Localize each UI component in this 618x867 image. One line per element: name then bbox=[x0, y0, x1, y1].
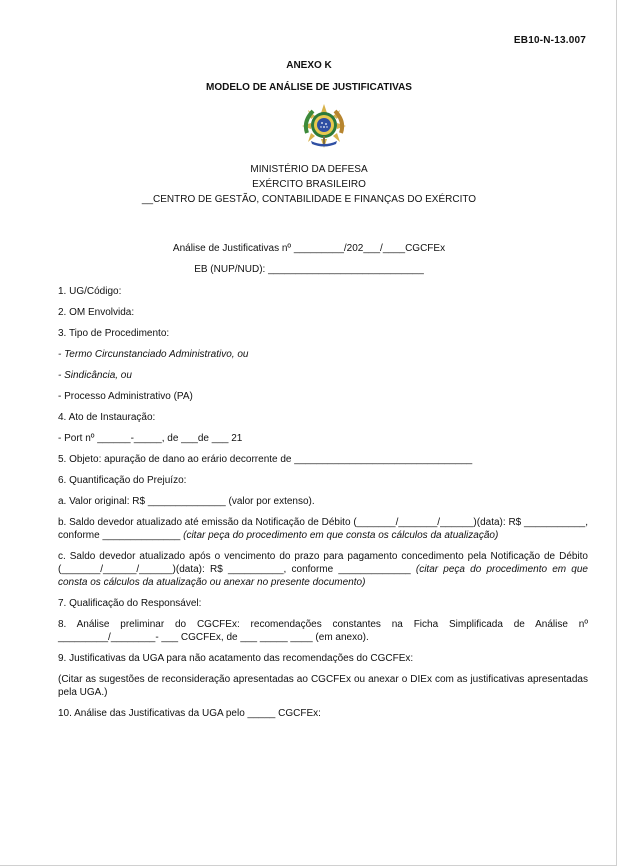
document-code: EB10-N-13.007 bbox=[513, 35, 586, 46]
procedure-option-sindicancia: - Sindicância, ou bbox=[58, 370, 132, 381]
item-act: 4. Ato de Instauração: bbox=[58, 412, 156, 423]
brazil-coat-of-arms-icon bbox=[299, 103, 349, 149]
model-title: MODELO DE ANÁLISE DE JUSTIFICATIVAS bbox=[206, 82, 412, 93]
item-justifications: 9. Justificativas da UGA para não acatamento das recomendações do CGCFEx: bbox=[58, 653, 414, 664]
balance-after-deadline-text: c. Saldo devedor atualizado após o vencimento do prazo para pagamento concedimento pela Notificação de Débito (_______/______/______)(data): R$ __________, conforme _____________ bbox=[58, 551, 588, 575]
item-port: - Port nº ______-_____, de ___de ___ 21 bbox=[58, 433, 243, 444]
balance-after-deadline-note: (citar peça do procedimento em que consta os cálculos da atualização ou anexar no presente documento) bbox=[58, 564, 588, 588]
item-balance-notification bbox=[58, 516, 588, 542]
eb-nup-line: EB (NUP/NUD): ____________________________ bbox=[194, 264, 424, 275]
item-original-value: a. Valor original: R$ ______________ (valor por extenso). bbox=[58, 496, 315, 507]
ministry-line: MINISTÉRIO DA DEFESA bbox=[250, 164, 368, 175]
balance-notification-text: b. Saldo devedor atualizado até emissão da Notificação de Débito (_______/_______/______)(data): R$ ___________, conforme ______________ bbox=[58, 517, 588, 541]
item-object: 5. Objeto: apuração de dano ao erário decorrente de ________________________________ bbox=[58, 454, 473, 465]
balance-notification-note: (citar peça do procedimento em que consta os cálculos da atualização) bbox=[183, 530, 499, 541]
justifications-note: (Citar as sugestões de reconsideração apresentadas ao CGCFEx ou anexar o DIEx com as justificativas apresentadas pela UGA.) bbox=[58, 674, 588, 698]
form-body bbox=[58, 285, 588, 728]
item-procedure-type: 3. Tipo de Procedimento: bbox=[58, 328, 170, 339]
annex-title: ANEXO K bbox=[286, 60, 332, 71]
analysis-number-line: Análise de Justificativas nº _________/202___/____CGCFEx bbox=[172, 243, 446, 254]
item-ug-code: 1. UG/Código: bbox=[58, 286, 122, 297]
center-line: __CENTRO DE GESTÃO, CONTABILIDADE E FINANÇAS DO EXÉRCITO bbox=[141, 194, 477, 205]
item-justification-analysis: 10. Análise das Justificativas da UGA pelo _____ CGCFEx: bbox=[58, 708, 321, 719]
procedure-option-tca: - Termo Circunstanciado Administrativo, ou bbox=[58, 349, 249, 360]
army-line: EXÉRCITO BRASILEIRO bbox=[252, 179, 366, 190]
procedure-option-pa: - Processo Administrativo (PA) bbox=[58, 391, 193, 402]
item-preliminary-analysis: 8. Análise preliminar do CGCFEx: recomendações constantes na Ficha Simplificada de Análise nº _________/________- ___ CGCFEx, de ___ _____ ____ (em anexo). bbox=[58, 619, 588, 643]
item-balance-after-deadline bbox=[58, 550, 588, 589]
item-om: 2. OM Envolvida: bbox=[58, 307, 135, 318]
item-quantification: 6. Quantificação do Prejuízo: bbox=[58, 475, 187, 486]
item-responsible: 7. Qualificação do Responsável: bbox=[58, 598, 202, 609]
